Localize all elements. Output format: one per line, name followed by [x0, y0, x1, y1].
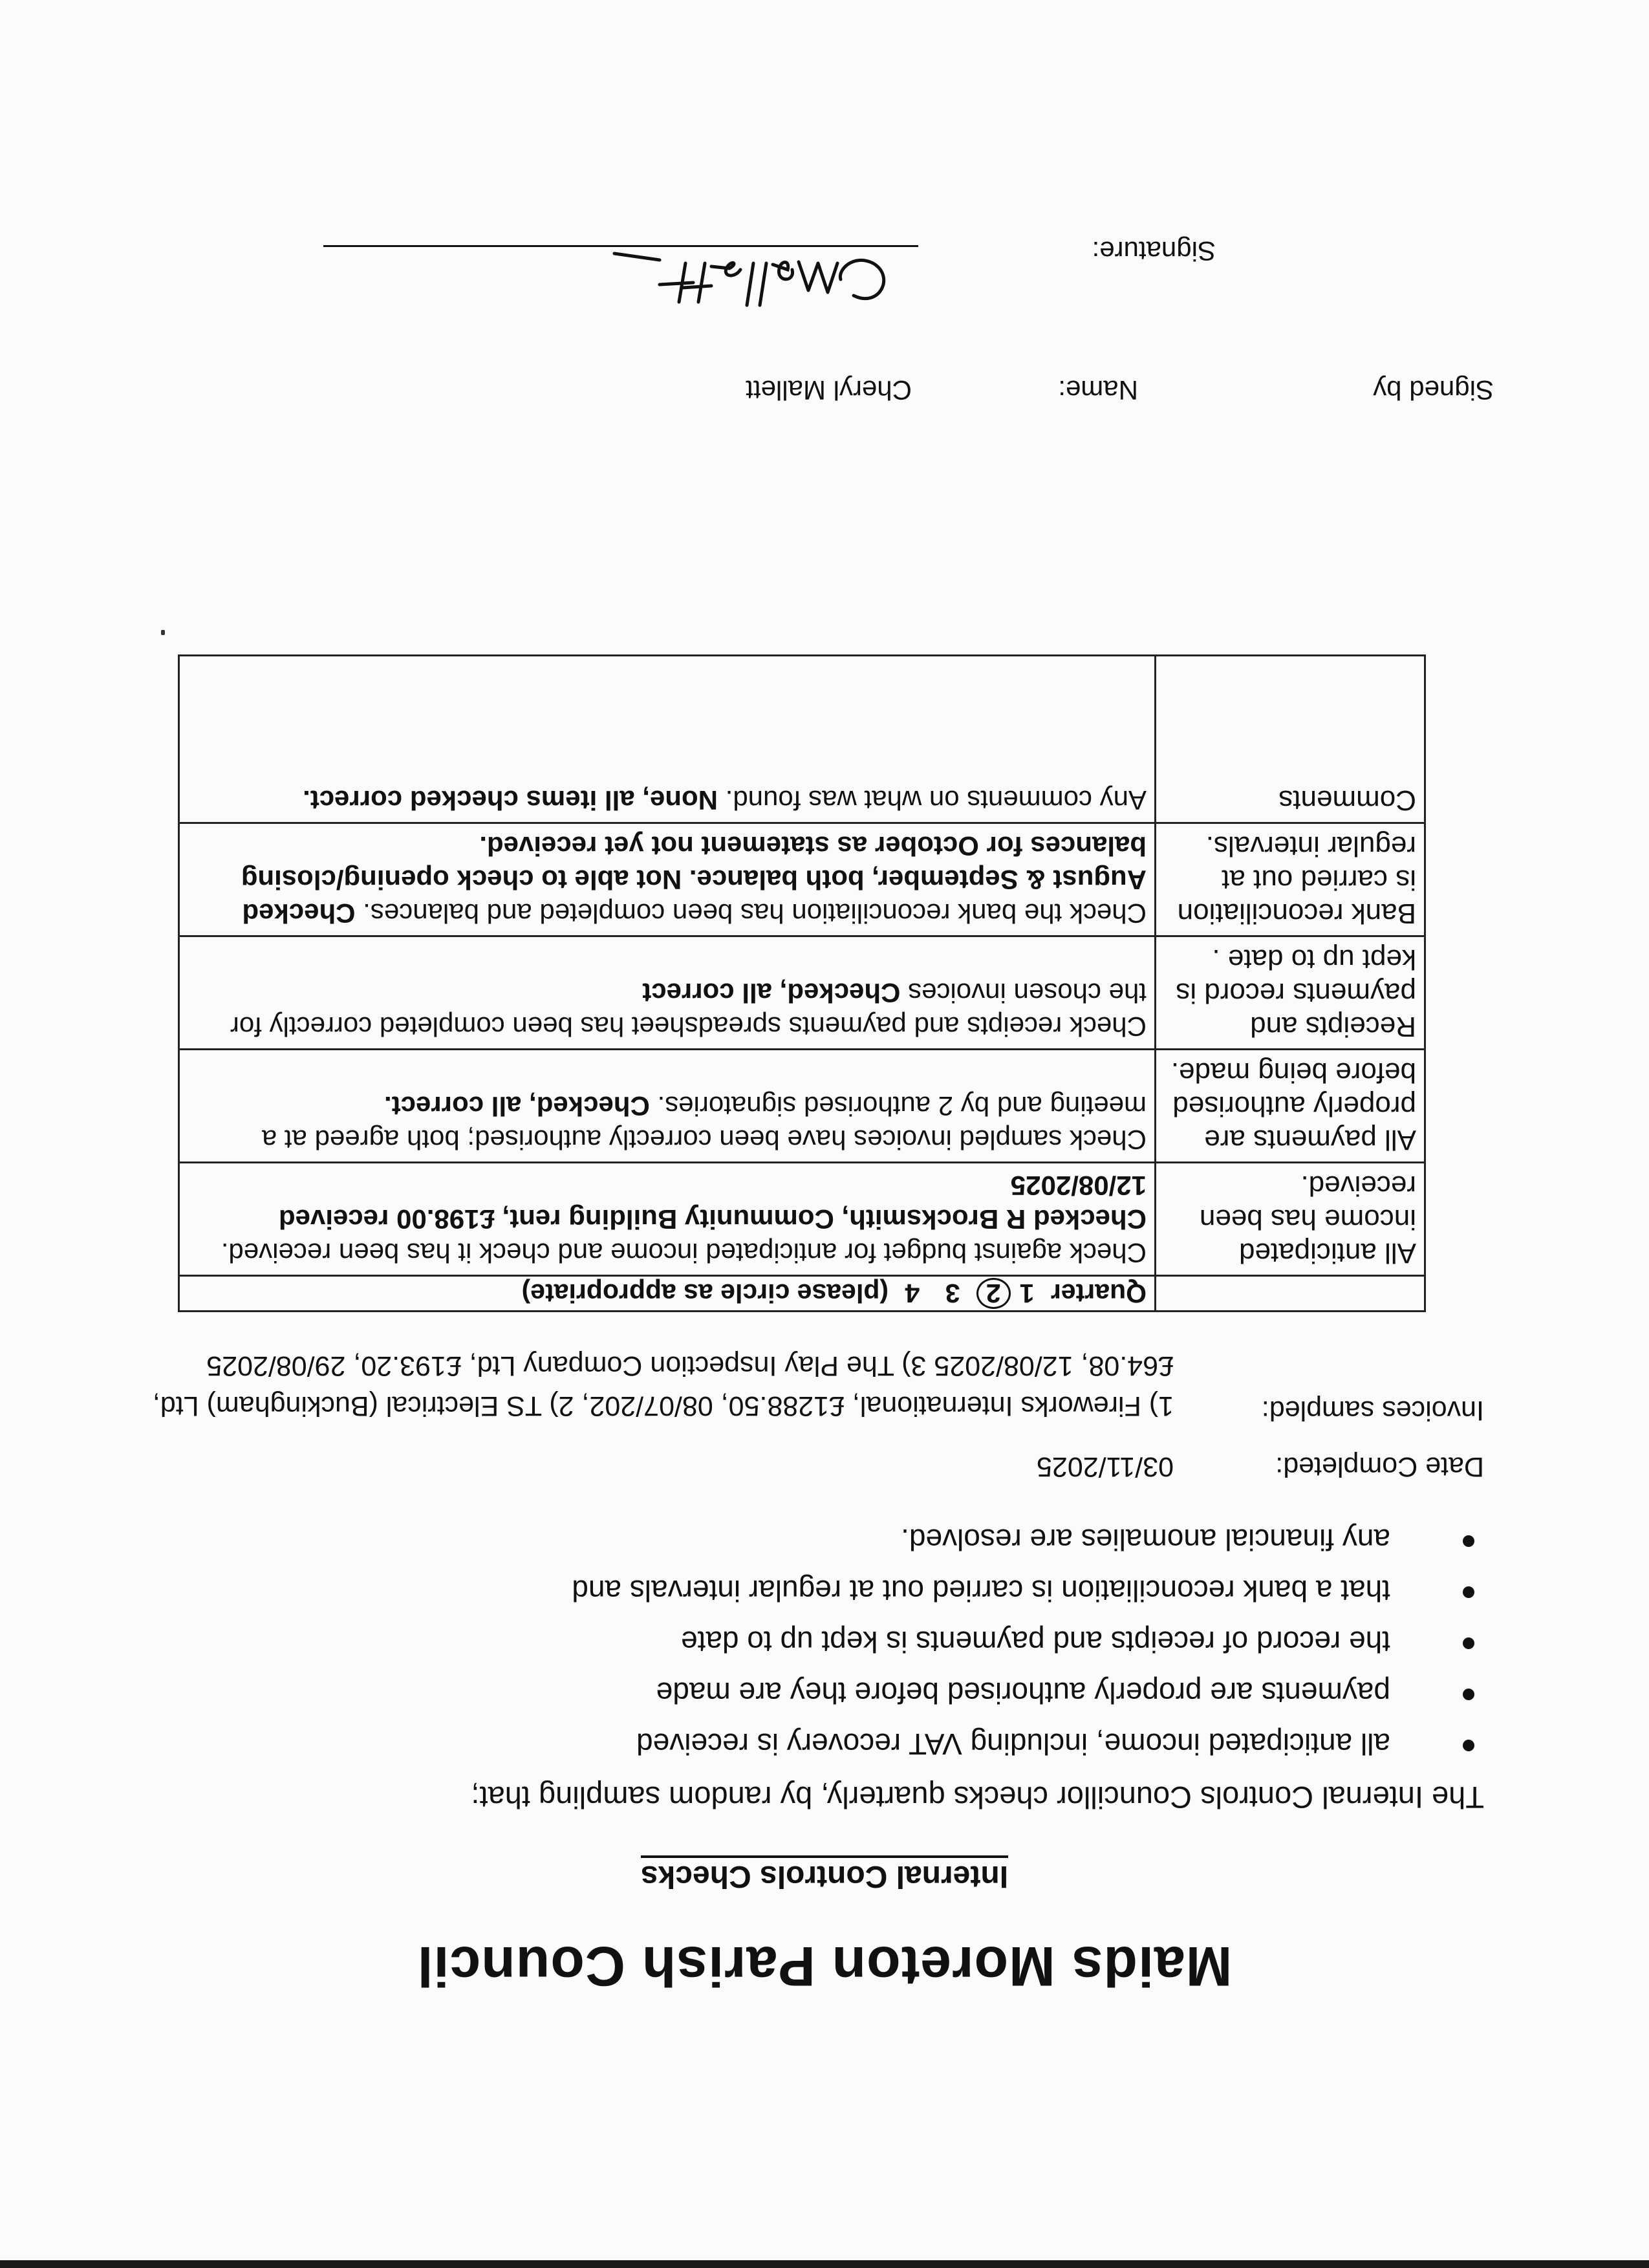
list-item-text: payments are properly authorised before they are made — [656, 1676, 1390, 1710]
finding-text: Checked, all correct — [642, 978, 901, 1008]
section-heading-text: Internal Controls Checks — [641, 1855, 1008, 1894]
list-item — [572, 1508, 1474, 1559]
detail-cell — [179, 823, 1156, 936]
quarter-note: (please circle as appropriate) — [521, 1279, 889, 1308]
date-completed-value: 03/11/2025 — [1036, 1451, 1174, 1482]
quarter-option-1: 1 — [1019, 1279, 1035, 1308]
bullet-icon — [1463, 1535, 1474, 1547]
quarter-option-2-circled: 2 — [976, 1278, 1011, 1309]
criterion-cell: Comments — [1156, 656, 1425, 823]
instruction-text: Any comments on what was found. — [725, 785, 1147, 815]
name-label: Name: — [1058, 375, 1138, 405]
table-row-quarter — [179, 1276, 1425, 1312]
instruction-text: Check the bank reconciliation has been completed and balances. — [363, 898, 1147, 929]
invoices-sampled-label: Invoices sampled: — [1261, 1395, 1484, 1426]
list-item — [572, 1661, 1474, 1712]
signature-label: Signature: — [1092, 236, 1216, 266]
criterion-cell: All anticipated income has been received. — [1156, 1163, 1425, 1276]
quarter-cell-blank — [1156, 1276, 1425, 1312]
finding-text: Checked R Brocksmith, Community Building rent, £198.00 received 12/08/2025 — [278, 1171, 1147, 1235]
signed-by-label: Signed by — [1373, 375, 1494, 405]
council-name: Maids Moreton Parish Council — [416, 1935, 1233, 1997]
section-heading — [0, 1859, 1649, 1894]
finding-text: None, all items checked correct. — [303, 785, 718, 815]
quarter-option-4: 4 — [905, 1279, 920, 1308]
finding-text: Checked, all correct. — [383, 1091, 650, 1121]
list-item-text: any financial anomalies are resolved. — [901, 1523, 1390, 1557]
table-row — [179, 936, 1425, 1050]
bullet-icon — [1463, 1637, 1474, 1649]
quarter-option-3: 3 — [945, 1279, 960, 1308]
name-value: Cheryl Mallett — [746, 375, 912, 405]
criterion-cell: All payments are properly authorised before being made. — [1156, 1050, 1425, 1163]
handwritten-signature — [601, 244, 899, 315]
bullet-icon — [1463, 1689, 1474, 1700]
finding-text: Checked August & September, both balance. Not able to check opening/closing balances for October as statement not yet received. — [241, 831, 1147, 929]
table-row — [179, 823, 1425, 936]
table-row — [179, 1050, 1425, 1163]
instruction-text: Check against budget for anticipated income and check it has been received. — [221, 1238, 1147, 1268]
intro-text: The Internal Controls Councillor checks quarterly, by random sampling that; — [471, 1780, 1484, 1815]
list-item — [572, 1559, 1474, 1610]
invoices-sampled-value: 1) Fireworks International, £1288.50, 08/07/202, 2) TS Electrical (Buckingham) Ltd, £64.08, 12/08/2025 3) The Play Inspection Company Ltd, £193.20, 29/08/2025 — [152, 1350, 1174, 1421]
list-item-text: the record of receipts and payments is kept up to date — [681, 1625, 1390, 1659]
checks-table — [178, 654, 1426, 1312]
detail-cell — [179, 1050, 1156, 1163]
check-list — [572, 1508, 1474, 1764]
scan-edge — [0, 2260, 1649, 2268]
detail-cell — [179, 936, 1156, 1050]
criterion-cell: Bank reconciliation is carried out at regular intervals. — [1156, 823, 1425, 936]
detail-cell — [179, 1163, 1156, 1276]
list-item-text: that a bank reconciliation is carried out at regular intervals and — [572, 1574, 1390, 1608]
table-row — [179, 1163, 1425, 1276]
quarter-label: Quarter — [1050, 1279, 1147, 1308]
instruction-text: Check sampled invoices have been correctly authorised; both agreed at a meeting and by 2 authorised signatories. — [261, 1091, 1147, 1155]
detail-cell — [179, 656, 1156, 823]
bullet-icon — [1463, 1586, 1474, 1598]
criterion-cell: Receipts and payments record is kept up to date . — [1156, 936, 1425, 1050]
list-item-text: all anticipated income, including VAT recovery is received — [636, 1727, 1390, 1761]
quarter-cell — [179, 1276, 1156, 1312]
list-item — [572, 1610, 1474, 1661]
instruction-text: Check receipts and payments spreadsheet has been completed correctly for the chosen invoices — [230, 978, 1147, 1042]
table-row-comments — [179, 656, 1425, 823]
bullet-icon — [1463, 1740, 1474, 1751]
scan-speck — [161, 630, 165, 635]
date-completed-label: Date Completed: — [1275, 1451, 1484, 1482]
list-item — [572, 1712, 1474, 1764]
